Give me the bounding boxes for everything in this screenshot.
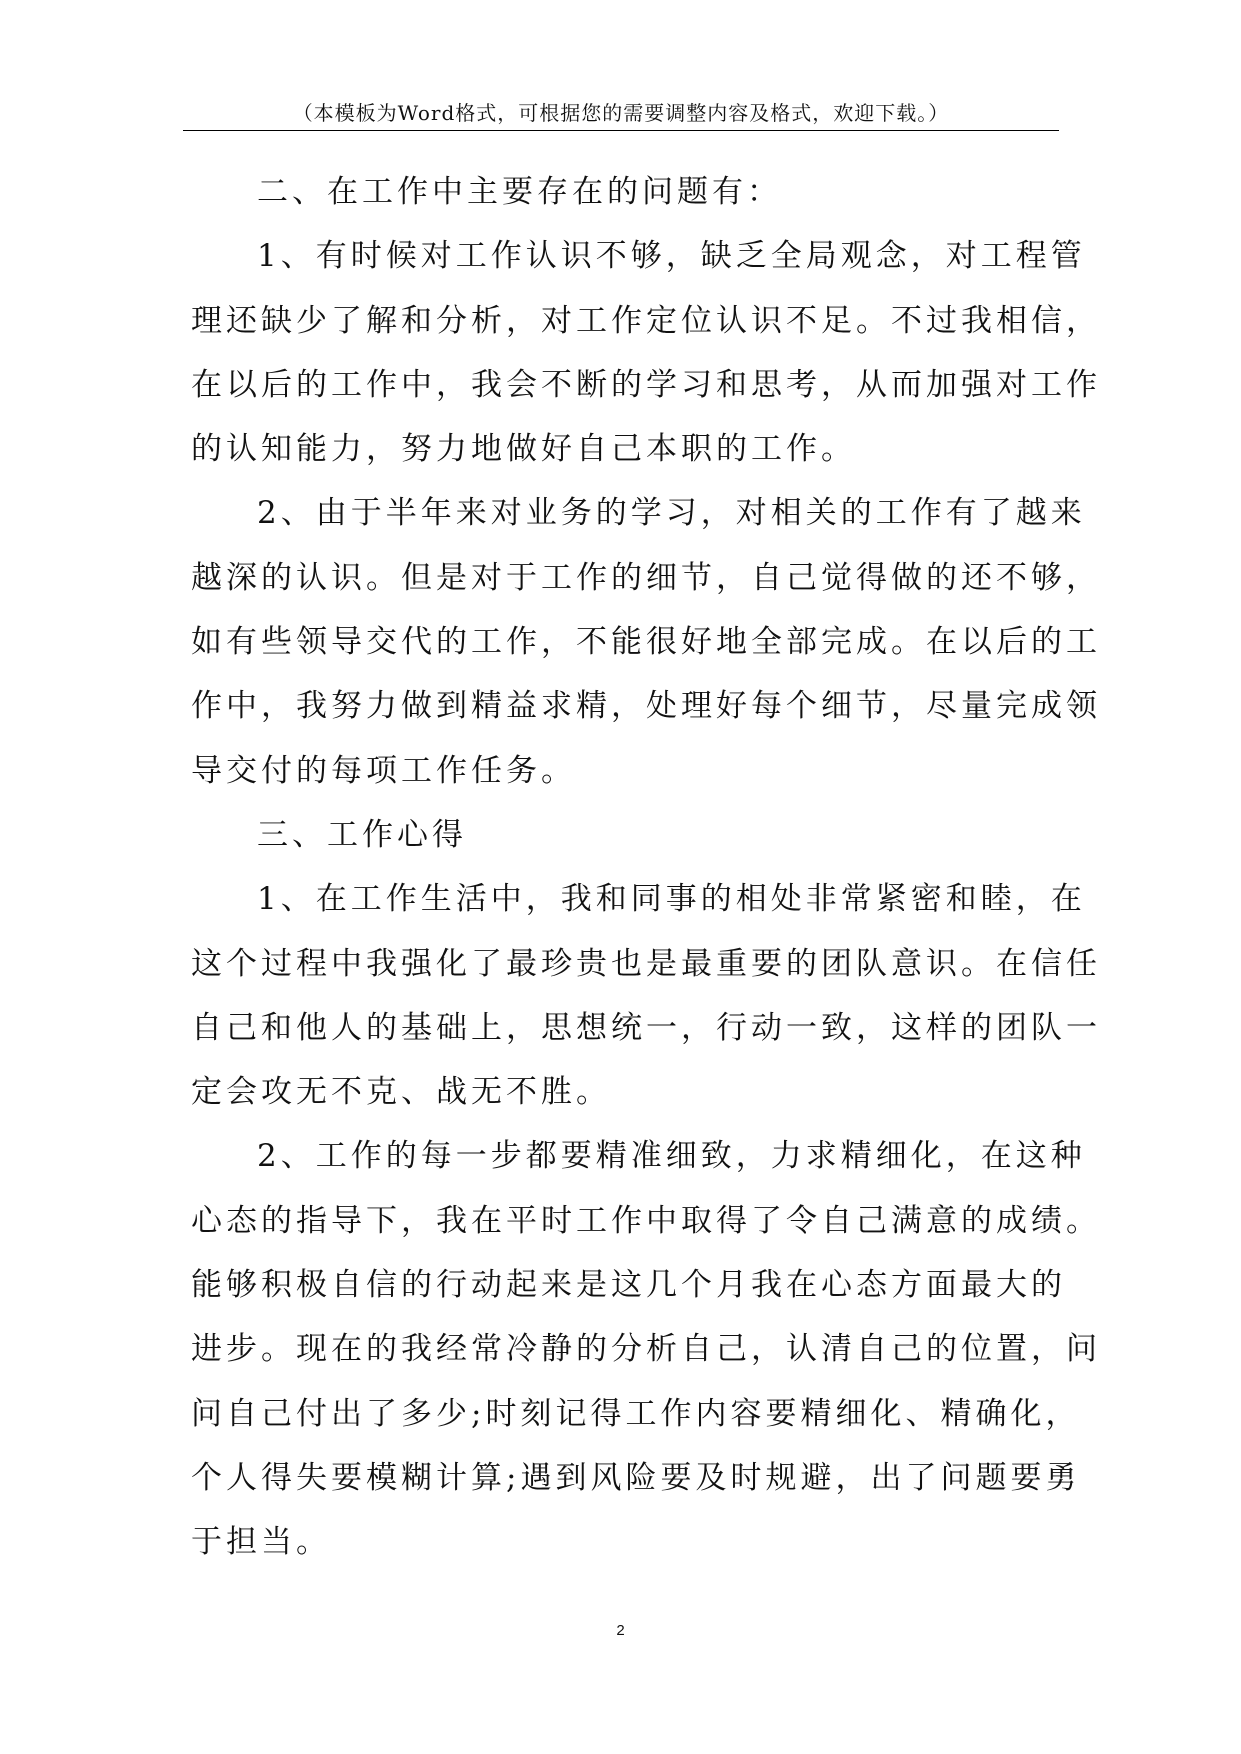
paragraph-line: 理还缺少了解和分析，对工作定位认识不足。不过我相信， [191, 302, 1101, 339]
section-heading-insights: 三、工作心得 [257, 816, 467, 853]
template-note-header: （本模板为Word格式，可根据您的需要调整内容及格式，欢迎下载。） [292, 101, 950, 125]
paragraph-line: 导交付的每项工作任务。 [191, 752, 576, 789]
section-heading-problems: 二、在工作中主要存在的问题有： [257, 174, 782, 210]
paragraph-line: 作中，我努力做到精益求精，处理好每个细节，尽量完成领 [191, 688, 1101, 725]
paragraph-line: 于担当。 [191, 1524, 331, 1561]
page-number: 2 [616, 1622, 625, 1639]
paragraph-line: 问自己付出了多少;时刻记得工作内容要精细化、精确化， [191, 1395, 1081, 1432]
paragraph-line: 2、工作的每一步都要精准细致，力求精细化，在这种 [257, 1138, 1086, 1175]
paragraph-line: 进步。现在的我经常冷静的分析自己，认清自己的位置，问 [191, 1331, 1101, 1368]
paragraph-line: 心态的指导下，我在平时工作中取得了令自己满意的成绩。 [191, 1202, 1101, 1239]
paragraph-line: 1、有时候对工作认识不够，缺乏全局观念，对工程管 [257, 238, 1086, 275]
paragraph-line: 这个过程中我强化了最珍贵也是最重要的团队意识。在信任 [191, 945, 1101, 982]
paragraph-line: 个人得失要模糊计算;遇到风险要及时规避，出了问题要勇 [191, 1459, 1081, 1496]
paragraph-line: 定会攻无不克、战无不胜。 [191, 1074, 611, 1111]
paragraph-line: 的认知能力，努力地做好自己本职的工作。 [191, 431, 856, 468]
paragraph-line: 能够积极自信的行动起来是这几个月我在心态方面最大的 [191, 1267, 1066, 1304]
paragraph-line: 2、由于半年来对业务的学习，对相关的工作有了越来 [257, 495, 1086, 532]
paragraph-line: 越深的认识。但是对于工作的细节，自己觉得做的还不够， [191, 559, 1101, 596]
paragraph-line: 在以后的工作中，我会不断的学习和思考，从而加强对工作 [191, 366, 1101, 403]
paragraph-line: 自己和他人的基础上，思想统一，行动一致，这样的团队一 [191, 1009, 1101, 1046]
document-body [191, 160, 1101, 1575]
paragraph-line: 如有些领导交代的工作，不能很好地全部完成。在以后的工 [191, 624, 1101, 661]
header-divider [183, 130, 1059, 131]
paragraph-line: 1、在工作生活中，我和同事的相处非常紧密和睦，在 [257, 881, 1086, 918]
